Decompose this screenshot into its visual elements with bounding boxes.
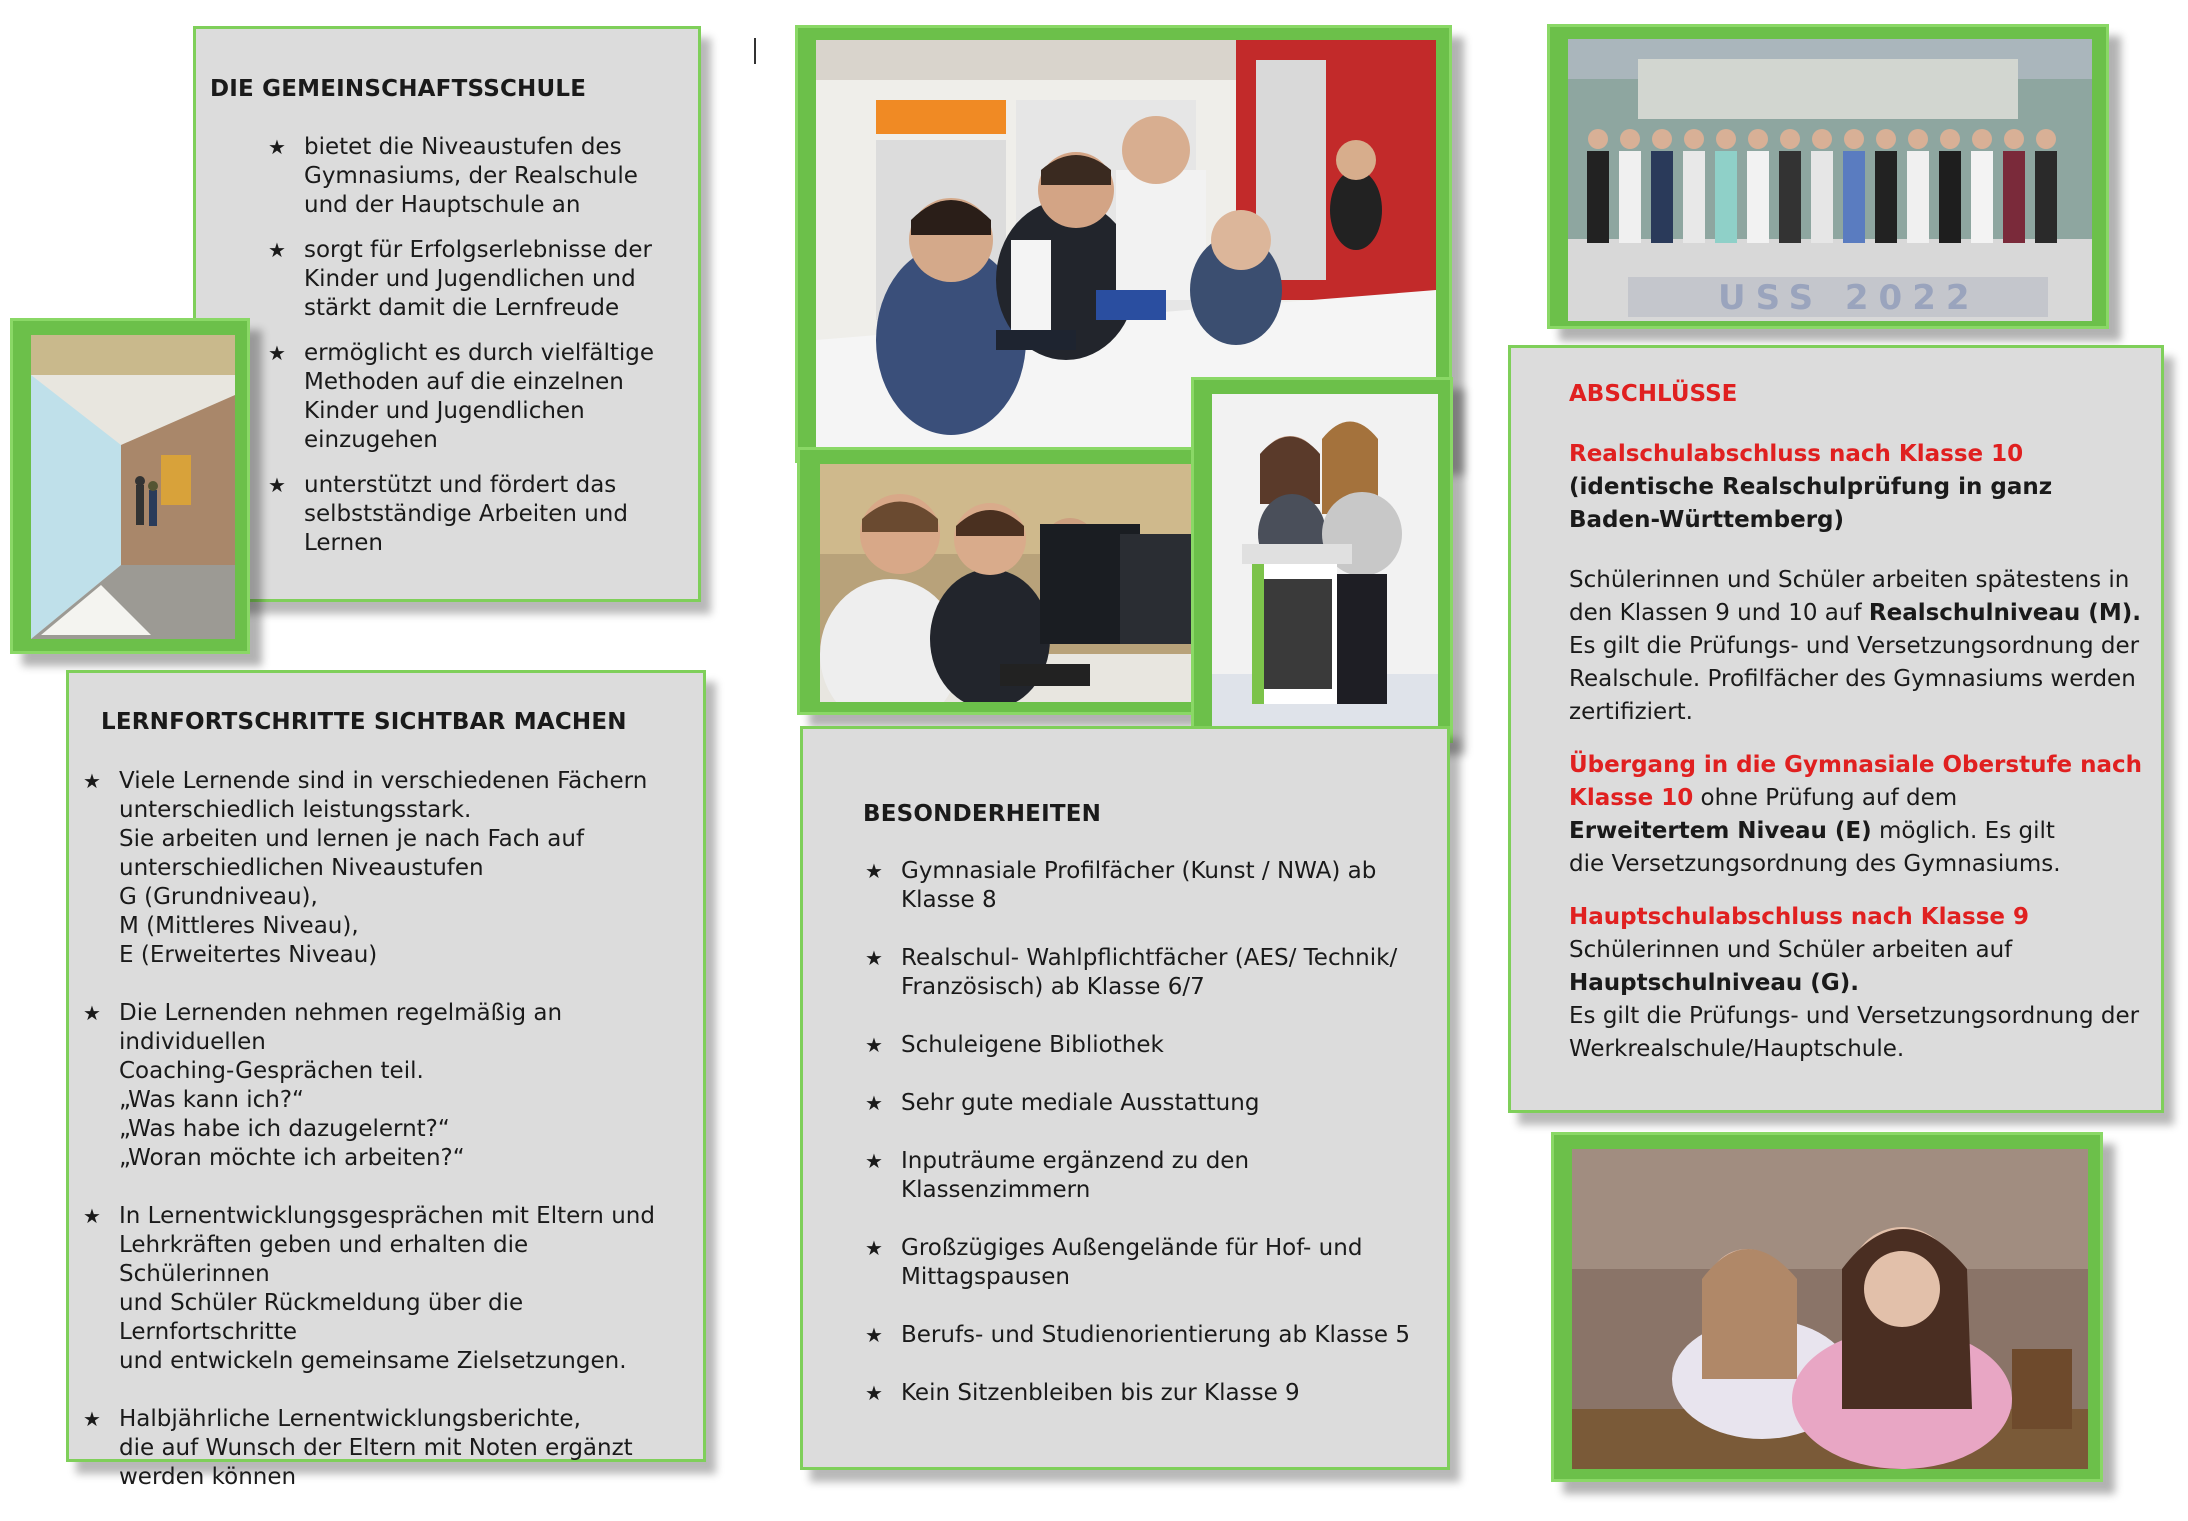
- realschul-text-5: zertifiziert.: [1569, 699, 1693, 725]
- hauptschul-heading: Hauptschulabschluss nach Klasse 9: [1569, 904, 2030, 930]
- list-item-line: Kein Sitzenbleiben bis zur Klasse 9: [901, 1380, 1300, 1406]
- gemeinschaftsschule-list: [268, 133, 688, 574]
- hauptschul-text-1: Schülerinnen und Schüler arbeiten auf: [1569, 937, 2013, 963]
- list-item-line: Schuleigene Bibliothek: [901, 1032, 1164, 1058]
- computer-photo: [797, 447, 1211, 715]
- list-item: [865, 1147, 1425, 1205]
- list-item: [865, 1031, 1425, 1060]
- list-item-line: Viele Lernende sind in verschiedenen Fächern: [119, 768, 648, 794]
- list-item-line: Französisch) ab Klasse 6/7: [901, 974, 1205, 1000]
- besonderheiten-box: [800, 726, 1450, 1470]
- computer-image: [820, 464, 1196, 702]
- list-item-line: und der Hauptschule an: [304, 192, 581, 218]
- lernfortschritte-list: [83, 767, 683, 1521]
- gymnasial-niveau: Erweitertem Niveau (E): [1569, 818, 1872, 844]
- list-item: [268, 236, 688, 323]
- list-item-line: „Woran möchte ich arbeiten?“: [119, 1145, 465, 1171]
- gymnasial-heading-1: Übergang in die Gymnasiale Oberstufe nach: [1569, 752, 2142, 778]
- list-item: [865, 1321, 1425, 1350]
- list-item: [83, 1202, 683, 1376]
- list-item: [865, 1234, 1425, 1292]
- hallway-photo: [10, 318, 250, 654]
- star-bullet-icon: ★: [865, 859, 883, 883]
- star-bullet-icon: ★: [83, 1001, 101, 1025]
- list-item-line: Lehrkräften geben und erhalten die Schülerinnen: [119, 1232, 529, 1287]
- banner-text: USS 2022: [1718, 278, 1980, 318]
- list-item-line: Gymnasiale Profilfächer (Kunst / NWA) ab: [901, 858, 1377, 884]
- list-item-line: Mittagspausen: [901, 1264, 1070, 1290]
- star-bullet-icon: ★: [268, 473, 286, 497]
- list-item-line: In Lernentwicklungsgesprächen mit Eltern und: [119, 1203, 655, 1229]
- gymnasial-text-3: die Versetzungsordnung des Gymnasiums.: [1569, 851, 2061, 877]
- star-bullet-icon: ★: [865, 1381, 883, 1405]
- star-bullet-icon: ★: [268, 238, 286, 262]
- list-item-line: Gymnasiums, der Realschule: [304, 163, 638, 189]
- list-item-line: Coaching-Gesprächen teil.: [119, 1058, 424, 1084]
- star-bullet-icon: ★: [865, 1033, 883, 1057]
- list-item-line: und Schüler Rückmeldung über die Lernfortschritte: [119, 1290, 524, 1345]
- abschluesse-title: ABSCHLÜSSE: [1569, 381, 1738, 407]
- star-bullet-icon: ★: [83, 1204, 101, 1228]
- list-item-line: Die Lernenden nehmen regelmäßig an individuellen: [119, 1000, 563, 1055]
- realschul-subheading-2: Baden-Württemberg): [1569, 507, 1845, 533]
- list-item-line: Realschul- Wahlpflichtfächer (AES/ Technik/: [901, 945, 1398, 971]
- hauptschul-niveau: Hauptschulniveau (G).: [1569, 970, 1859, 996]
- star-bullet-icon: ★: [865, 946, 883, 970]
- star-bullet-icon: ★: [865, 1149, 883, 1173]
- star-bullet-icon: ★: [268, 135, 286, 159]
- list-item-line: M (Mittleres Niveau),: [119, 913, 359, 939]
- list-item-line: Kinder und Jugendlichen und: [304, 266, 636, 292]
- list-item-line: Sie arbeiten und lernen je nach Fach auf: [119, 826, 585, 852]
- list-item-line: stärkt damit die Lernfreude: [304, 295, 620, 321]
- gymnasial-text-1: ohne Prüfung auf dem: [1693, 785, 1958, 811]
- list-item-line: Kinder und Jugendlichen: [304, 398, 585, 424]
- list-item: [268, 339, 688, 455]
- list-item-line: G (Grundniveau),: [119, 884, 318, 910]
- list-item-line: sorgt für Erfolgserlebnisse der: [304, 237, 652, 263]
- gemeinschaftsschule-title: DIE GEMEINSCHAFTSSCHULE: [210, 76, 587, 102]
- lernfortschritte-box: [66, 670, 706, 1490]
- star-bullet-icon: ★: [83, 769, 101, 793]
- gemeinschaftsschule-box: [193, 26, 701, 602]
- separator-mark: [754, 38, 756, 64]
- list-item: [865, 1089, 1425, 1118]
- list-item: [268, 471, 688, 558]
- hauptschul-text-3: Es gilt die Prüfungs- und Versetzungsordnung der: [1569, 1003, 2140, 1029]
- graduation-photo: [1547, 24, 2109, 329]
- hauptschul-text-4: Werkrealschule/Hauptschule.: [1569, 1036, 1905, 1062]
- tablet-photo: [1191, 377, 1453, 743]
- lernfortschritte-title: LERNFORTSCHRITTE SICHTBAR MACHEN: [101, 709, 627, 735]
- gymnasial-text-2: möglich. Es gilt: [1871, 818, 2055, 844]
- list-item: [83, 999, 683, 1173]
- realschul-niveau: Realschulniveau (M).: [1868, 600, 2141, 626]
- star-bullet-icon: ★: [83, 1407, 101, 1431]
- list-item-line: „Was kann ich?“: [119, 1087, 304, 1113]
- list-item: [865, 857, 1425, 915]
- list-item-line: Halbjährliche Lernentwicklungsberichte,: [119, 1406, 581, 1432]
- realschul-text-4: Realschule. Profilfächer des Gymnasiums werden: [1569, 666, 2136, 692]
- list-item: [865, 944, 1425, 1002]
- star-bullet-icon: ★: [865, 1091, 883, 1115]
- realschul-heading: Realschulabschluss nach Klasse 10: [1569, 441, 2024, 467]
- list-item-line: selbstständige Arbeiten und: [304, 501, 628, 527]
- list-item-line: Methoden auf die einzelnen: [304, 369, 624, 395]
- list-item-line: „Was habe ich dazugelernt?“: [119, 1116, 450, 1142]
- list-item: [268, 133, 688, 220]
- list-item: [83, 1405, 683, 1492]
- list-item-line: unterschiedlich leistungsstark.: [119, 797, 472, 823]
- tablet-image: [1212, 394, 1438, 730]
- star-bullet-icon: ★: [865, 1323, 883, 1347]
- list-item-line: Inputräume ergänzend zu den: [901, 1148, 1250, 1174]
- list-item-line: unterstützt und fördert das: [304, 472, 617, 498]
- list-item-line: unterschiedlichen Niveaustufen: [119, 855, 484, 881]
- list-item-line: Lernen: [304, 530, 383, 556]
- star-bullet-icon: ★: [865, 1236, 883, 1260]
- graduation-image: [1568, 39, 2092, 321]
- list-item-line: einzugehen: [304, 427, 438, 453]
- list-item-line: Klasse 8: [901, 887, 997, 913]
- realschul-text-2: den Klassen 9 und 10 auf: [1569, 600, 1869, 626]
- besonderheiten-title: BESONDERHEITEN: [863, 801, 1102, 827]
- besonderheiten-list: [865, 857, 1425, 1437]
- list-item-line: bietet die Niveaustufen des: [304, 134, 622, 160]
- writing-girls-image: [1572, 1149, 2088, 1469]
- realschul-text-3: Es gilt die Prüfungs- und Versetzungsordnung der: [1569, 633, 2140, 659]
- list-item-line: ermöglicht es durch vielfältige: [304, 340, 654, 366]
- list-item: [865, 1379, 1425, 1408]
- list-item-line: Berufs- und Studienorientierung ab Klasse 5: [901, 1322, 1410, 1348]
- list-item-line: Großzügiges Außengelände für Hof- und: [901, 1235, 1363, 1261]
- list-item-line: die auf Wunsch der Eltern mit Noten ergänzt: [119, 1435, 633, 1461]
- list-item-line: Sehr gute mediale Ausstattung: [901, 1090, 1260, 1116]
- realschul-text-1: Schülerinnen und Schüler arbeiten spätestens in: [1569, 567, 2130, 593]
- realschul-subheading-1: (identische Realschulprüfung in ganz: [1569, 474, 2053, 500]
- list-item-line: E (Erweitertes Niveau): [119, 942, 378, 968]
- list-item: [83, 767, 683, 970]
- gymnasial-heading-2: Klasse 10: [1569, 785, 1694, 811]
- list-item-line: werden können: [119, 1464, 297, 1490]
- abschluesse-box: [1508, 345, 2164, 1113]
- list-item-line: und entwickeln gemeinsame Zielsetzungen.: [119, 1348, 627, 1374]
- writing-girls-photo: [1551, 1132, 2103, 1482]
- list-item-line: Klassenzimmern: [901, 1177, 1091, 1203]
- star-bullet-icon: ★: [268, 341, 286, 365]
- hallway-image: [31, 335, 235, 639]
